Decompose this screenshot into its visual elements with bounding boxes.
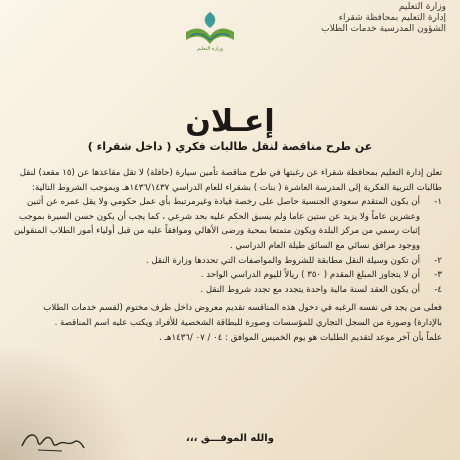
condition-text: أن لا يتجاوز المبلغ المقدم ( ٣٥٠ ) ريالاً لليوم الدراسي الواحد . xyxy=(200,270,420,281)
condition-number: ١- xyxy=(434,197,442,208)
letterhead xyxy=(306,2,446,35)
condition-text: أن يكون العقد لسنة مالية واحدة يتجدد مع تجدد شروط النقل . xyxy=(200,284,420,295)
letterhead-ministry: وزارة التعليم xyxy=(398,2,446,12)
intro-paragraph: تعلن إدارة التعليم بمحافظة شقراء عن رغبتها في طرح مناقصة تأمين سيارة (حافلة) لا تقل مقاعدها عن (١٥ مقعد) لنقل طالبات التربية الفكرية إلى المدرسة العاشرة ( بنات ) بشقراء للعام الدراسي ١٤٣٦/١٤٣٧هـ وبموجب الشروط التالية: xyxy=(19,168,442,193)
condition-item xyxy=(14,283,442,298)
condition-number: ٢- xyxy=(434,255,442,266)
condition-number: ٤- xyxy=(434,284,442,295)
condition-item xyxy=(14,254,442,269)
condition-item xyxy=(14,195,442,253)
ministry-of-education-logo xyxy=(176,6,244,50)
handwritten-signature xyxy=(18,424,88,458)
announcement-title: إعـلان xyxy=(185,104,275,139)
closing-phrase: والله الموفـــق ،،، xyxy=(186,433,274,444)
submission-paragraph: فعلى من يجد في نفسه الرغبه في دخول هذه المناقسه تقديم معروض داخل ظرف مختوم (لقسم خدمات الطلاب بالإدارة) وصورة من السجل التجاري للمؤسسات وصورة للبطاقة الشخصية للأفراد ويكتب عليه اسم المناقصة . xyxy=(43,303,442,328)
condition-text: أن تكون وسيلة النقل مطابقة للشروط والمواصفات التي تحددها وزارة النقل . xyxy=(145,255,420,266)
letterhead-department: إدارة التعليم بمحافظة شقراء xyxy=(338,13,446,23)
announcement-subtitle: عن طرح مناقصة لنقل طالبات فكري ( داخل شقراء ) xyxy=(87,140,373,153)
letterhead-section: الشؤون المدرسية خدمات الطلاب xyxy=(321,24,446,34)
condition-item xyxy=(14,268,442,283)
announcement-body xyxy=(14,166,442,345)
logo-caption: وزارة التعليم xyxy=(196,46,224,52)
condition-number: ٣- xyxy=(434,270,442,281)
condition-text: أن يكون المتقدم سعودي الجنسية حاصل على رخصة قيادة وغيرمرتبط بأي عمل حكومي ولا يقل عمره عن أثنين وعشرين عاماً ولا يزيد عن ستين عاما ولم يسبق الحكم عليه بحد شرعي ، كما يجب أن يكون حسن السيرة بموجب إثبات رسمي من مركز البلدة ويكون متمتعا بمحبة ورضى الأهالي وموافقاً عليه من قبل أولياء أمور الطلاب المنقولين ووجود مرافق نسائي مع السائق طيلة العام الدراسي . xyxy=(14,197,420,251)
deadline-paragraph: علماً بأن آخر موعد لتقديم الطلبات هو يوم الخميس الموافق : ٠٤ / ٠٧ /١٤٣٦هـ . xyxy=(158,332,442,343)
